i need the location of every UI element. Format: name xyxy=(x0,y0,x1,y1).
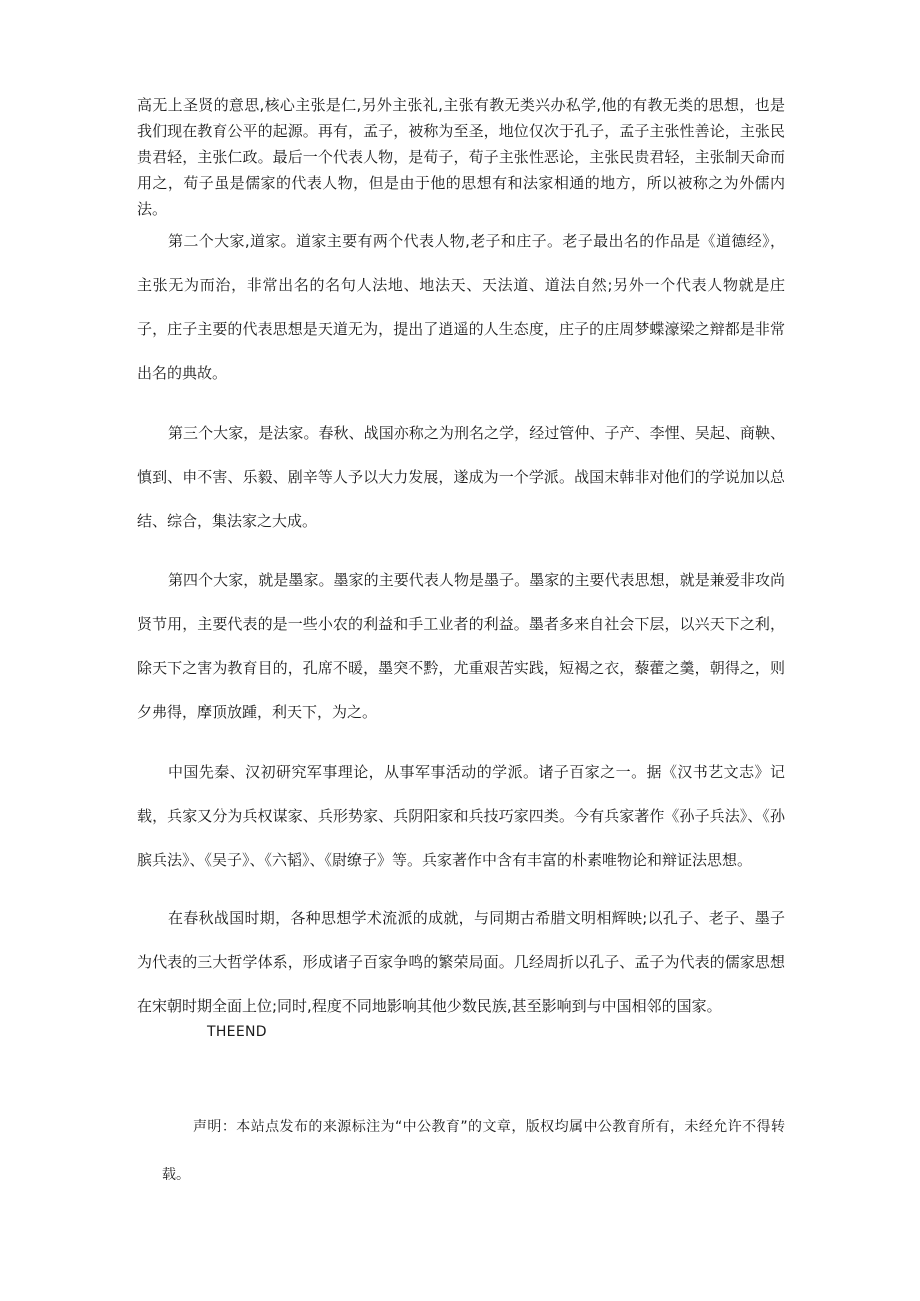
paragraph-conclusion: 在春秋战国时期，各种思想学术流派的成就，与同期古希腊文明相辉映;以孔子、老子、墨子为代表的三大哲学体系，形成诸子百家争鸣的繁荣局面。几经周折以孔子、孟子为代表的儒家思想在宋朝时期全面上位;同时,程度不同地影响其他少数民族,甚至影响到与中国相邻的国家。 xyxy=(137,909,785,1015)
copyright-disclaimer: 声明：本站点发布的来源标注为“中公教育”的文章，版权均属中公教育所有，未经允许不得转载。 xyxy=(162,1119,785,1183)
paragraph-mohism: 第四个大家，就是墨家。墨家的主要代表人物是墨子。墨家的主要代表思想，就是兼爱非攻尚贤节用，主要代表的是一些小农的利益和手工业者的利益。墨者多来自社会下层，以兴天下之利，除天下之害为教育目的，孔席不暖，墨突不黔，尤重艰苦实践，短褐之衣，藜藿之羹，朝得之，则夕弗得，摩顶放踵，利天下，为之。 xyxy=(137,571,785,721)
paragraph-confucianism: 高无上圣贤的意思,核心主张是仁,另外主张礼,主张有教无类兴办私学,他的有教无类的思想，也是我们现在教育公平的起源。再有，孟子，被称为至圣，地位仅次于孔子，孟子主张性善论，主张民贵君轻，主张仁政。最后一个代表人物，是荀子，荀子主张性恶论，主张民贵君轻，主张制天命而用之，荀子虽是儒家的代表人物，但是由于他的思想有和法家相通的地方，所以被称之为外儒内法。 xyxy=(137,96,785,218)
paragraph-taoism: 第二个大家,道家。道家主要有两个代表人物,老子和庄子。老子最出名的作品是《道德经》，主张无为而治，非常出名的名句人法地、地法天、天法道、道法自然;另外一个代表人物就是庄子，庄子主要的代表思想是天道无为，提出了逍遥的人生态度，庄子的庄周梦蝶濠梁之辩都是非常出名的典故。 xyxy=(137,232,785,382)
paragraph-legalism: 第三个大家，是法家。春秋、战国亦称之为刑名之学，经过管仲、子产、李悝、吴起、商鞅、慎到、申不害、乐毅、剧辛等人予以大力发展，遂成为一个学派。战国末韩非对他们的学说加以总结、综合，集法家之大成。 xyxy=(137,424,785,530)
paragraph-military-school: 中国先秦、汉初研究军事理论，从事军事活动的学派。诸子百家之一。据《汉书艺文志》记载，兵家又分为兵权谋家、兵形势家、兵阴阳家和兵技巧家四类。今有兵家著作《孙子兵法》、《孙膑兵法》、《吴子》、《六韬》、《尉缭子》等。兵家著作中含有丰富的朴素唯物论和辩证法思想。 xyxy=(137,763,785,869)
end-marker: THEEND xyxy=(207,1024,267,1040)
